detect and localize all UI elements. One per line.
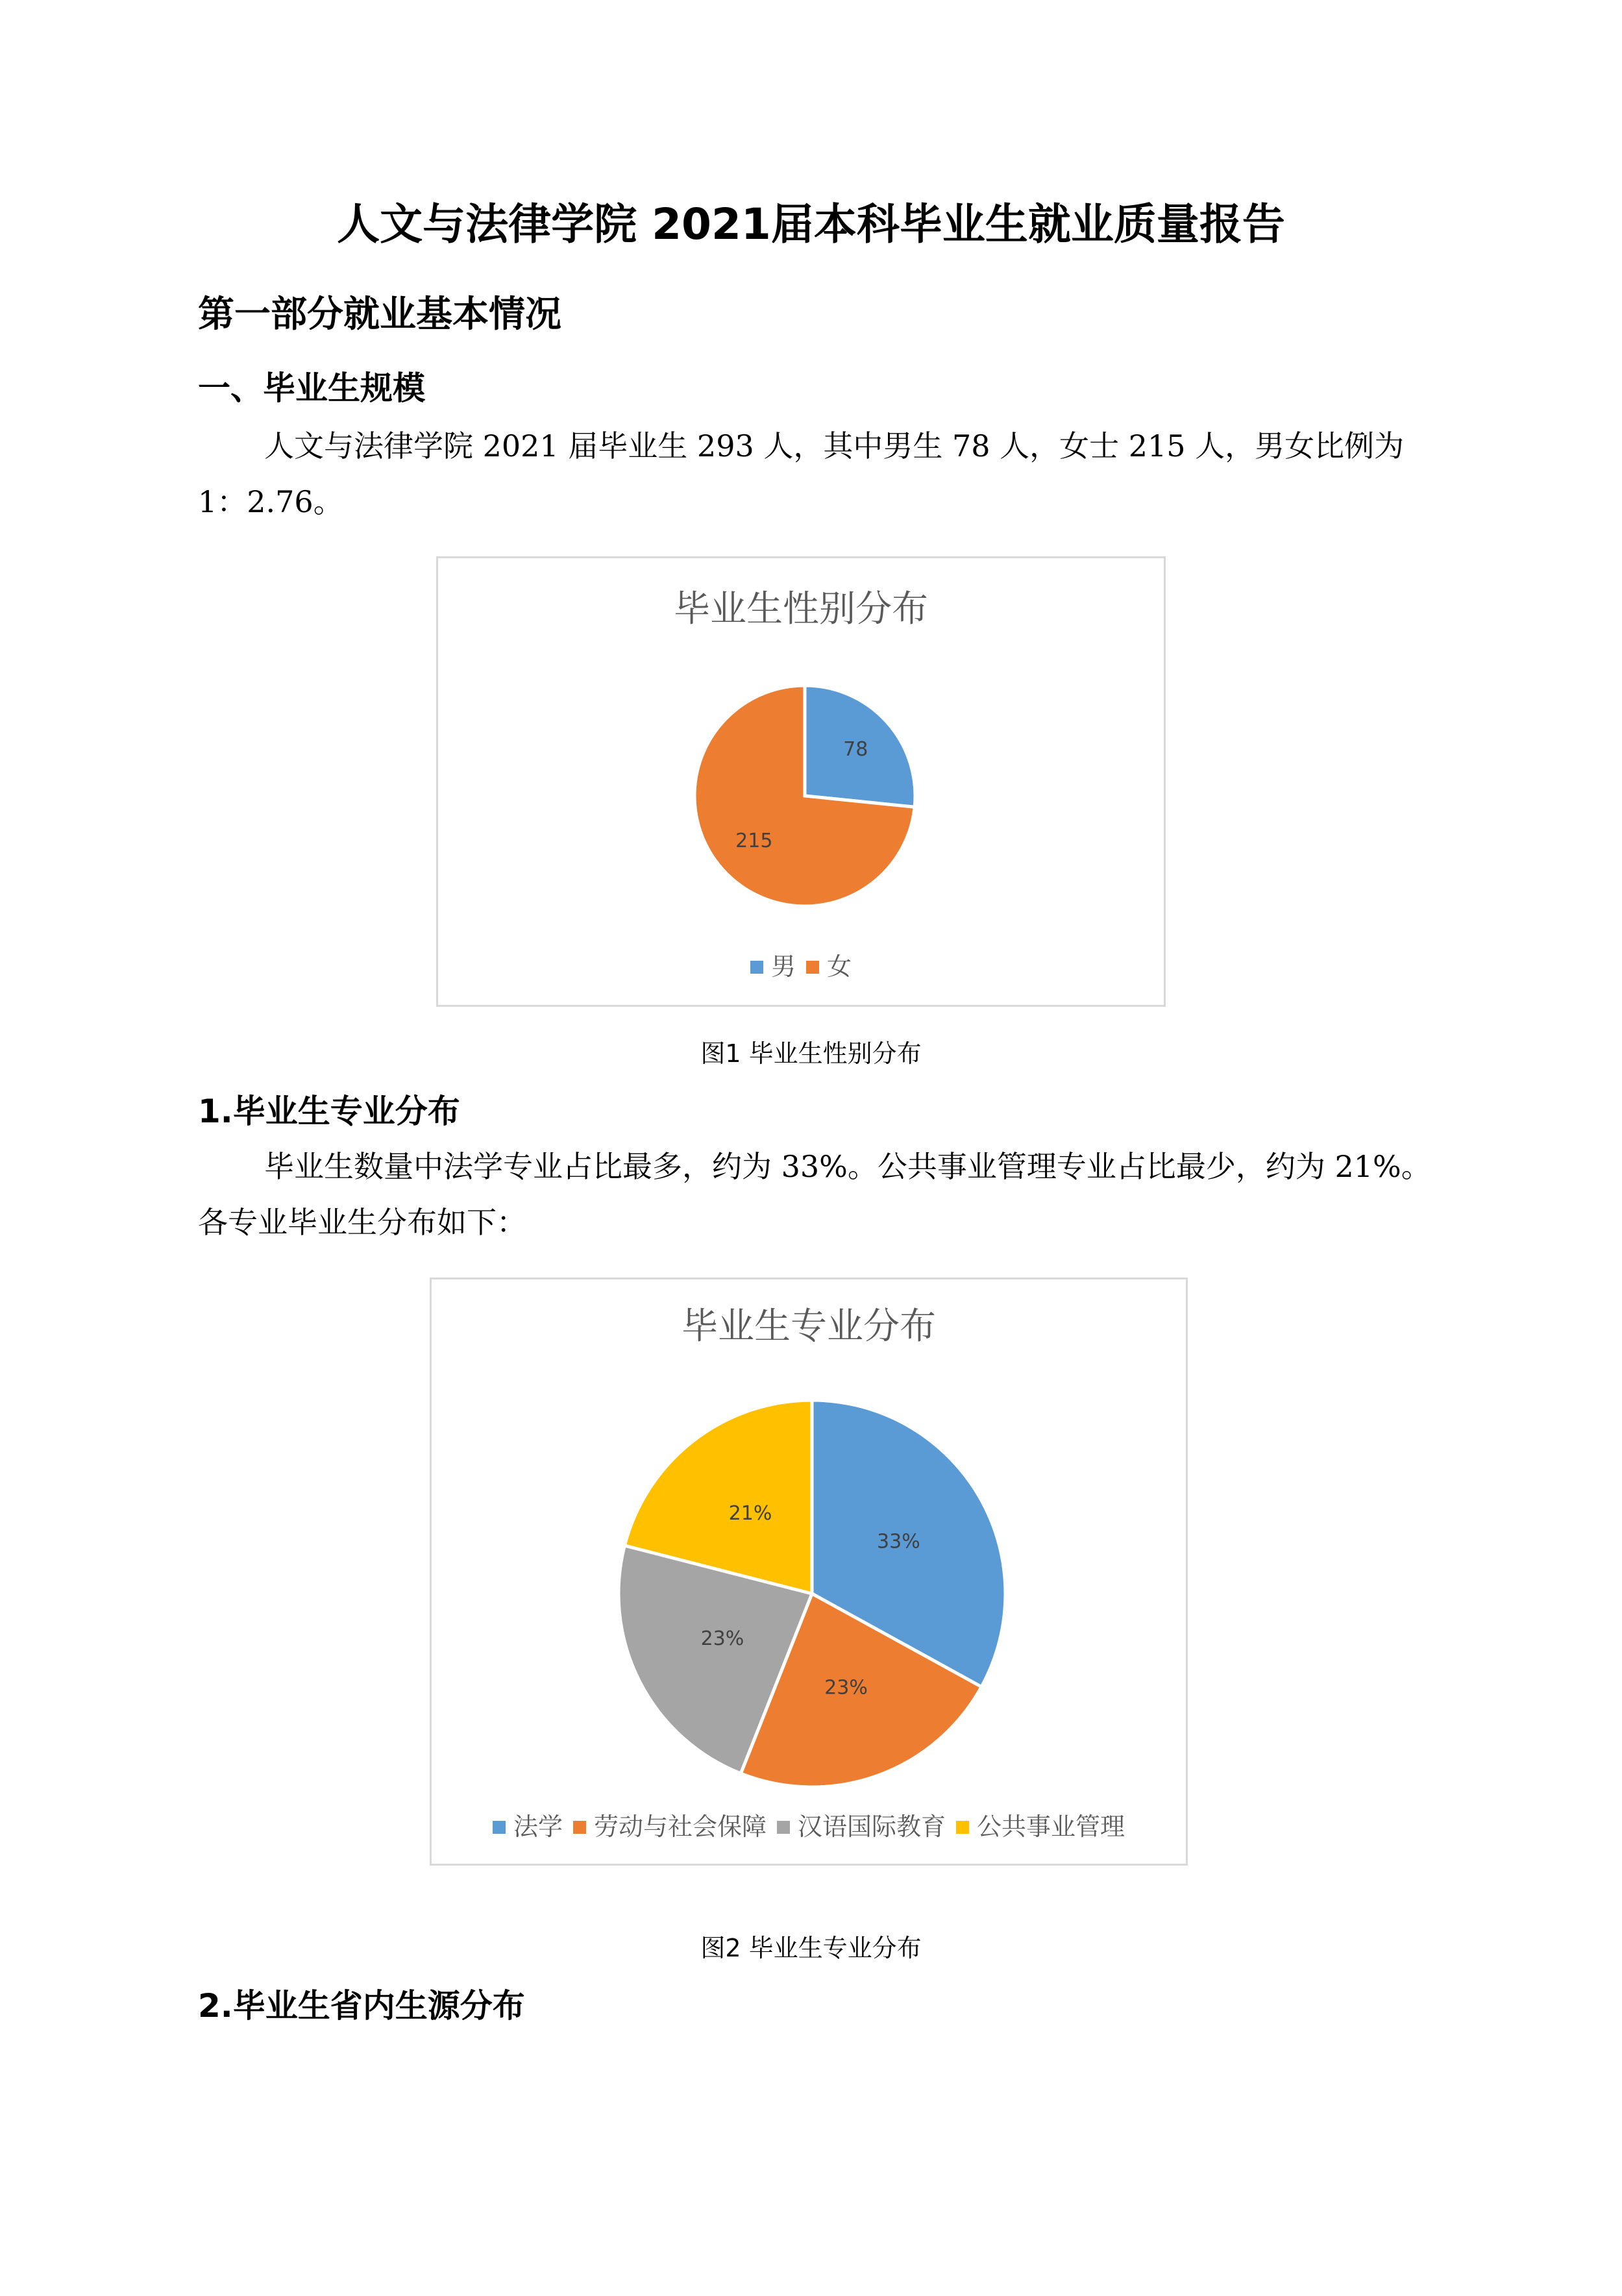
chart-legend <box>432 1807 1186 1842</box>
legend-label: 汉语国际教育 <box>798 1812 946 1841</box>
chart-legend <box>438 946 1164 982</box>
figure1-caption: 图1 毕业生性别分布 <box>700 1039 922 1068</box>
section-heading-graduate-scale: 一、毕业生规模 <box>198 369 425 407</box>
pie-data-label: 78 <box>843 737 868 761</box>
legend-label: 女 <box>827 952 852 981</box>
graduate-scale-paragraph: 人文与法律学院 2021 届毕业生 293 人，其中男生 78 人，女士 215 人，男女比例为 1：2.76。 <box>198 428 1405 519</box>
pie-data-label: 23% <box>700 1627 744 1650</box>
pie-data-label: 215 <box>735 830 773 853</box>
section-heading-major-distribution: 1.毕业生专业分布 <box>198 1092 460 1130</box>
legend-label: 男 <box>770 952 796 981</box>
section-heading-province-source: 2.毕业生省内生源分布 <box>198 1987 525 2025</box>
legend-label: 公共事业管理 <box>977 1812 1125 1841</box>
legend-item <box>777 1807 946 1842</box>
legend-label: 法学 <box>513 1812 563 1841</box>
gender-chart-container <box>436 556 1166 1007</box>
legend-item <box>806 946 852 982</box>
legend-swatch <box>493 1821 506 1834</box>
report-title: 人文与法律学院 2021届本科毕业生就业质量报告 <box>337 199 1285 249</box>
gender-pie-chart <box>438 558 1164 1005</box>
legend-label: 劳动与社会保障 <box>593 1812 767 1841</box>
legend-item <box>493 1807 563 1842</box>
legend-swatch <box>956 1821 969 1834</box>
chart-title: 毕业生专业分布 <box>682 1305 936 1348</box>
legend-item <box>956 1807 1125 1842</box>
figure2-caption: 图2 毕业生专业分布 <box>700 1934 922 1962</box>
major-pie-chart <box>432 1279 1186 1864</box>
legend-item <box>573 1807 767 1842</box>
part-heading: 第一部分就业基本情况 <box>198 293 561 336</box>
chart-title: 毕业生性别分布 <box>674 588 928 630</box>
legend-item <box>750 946 796 982</box>
major-chart-container <box>430 1278 1188 1866</box>
pie-data-label: 21% <box>728 1502 772 1525</box>
pie-data-label: 33% <box>877 1530 920 1553</box>
pie-data-label: 23% <box>824 1676 868 1699</box>
legend-swatch <box>806 961 819 974</box>
legend-swatch <box>573 1821 586 1834</box>
major-distribution-paragraph: 毕业生数量中法学专业占比最多，约为 33%。公共事业管理专业占比最少，约为 21%。各专业毕业生分布如下： <box>198 1149 1431 1240</box>
legend-swatch <box>777 1821 790 1834</box>
legend-swatch <box>750 961 763 974</box>
